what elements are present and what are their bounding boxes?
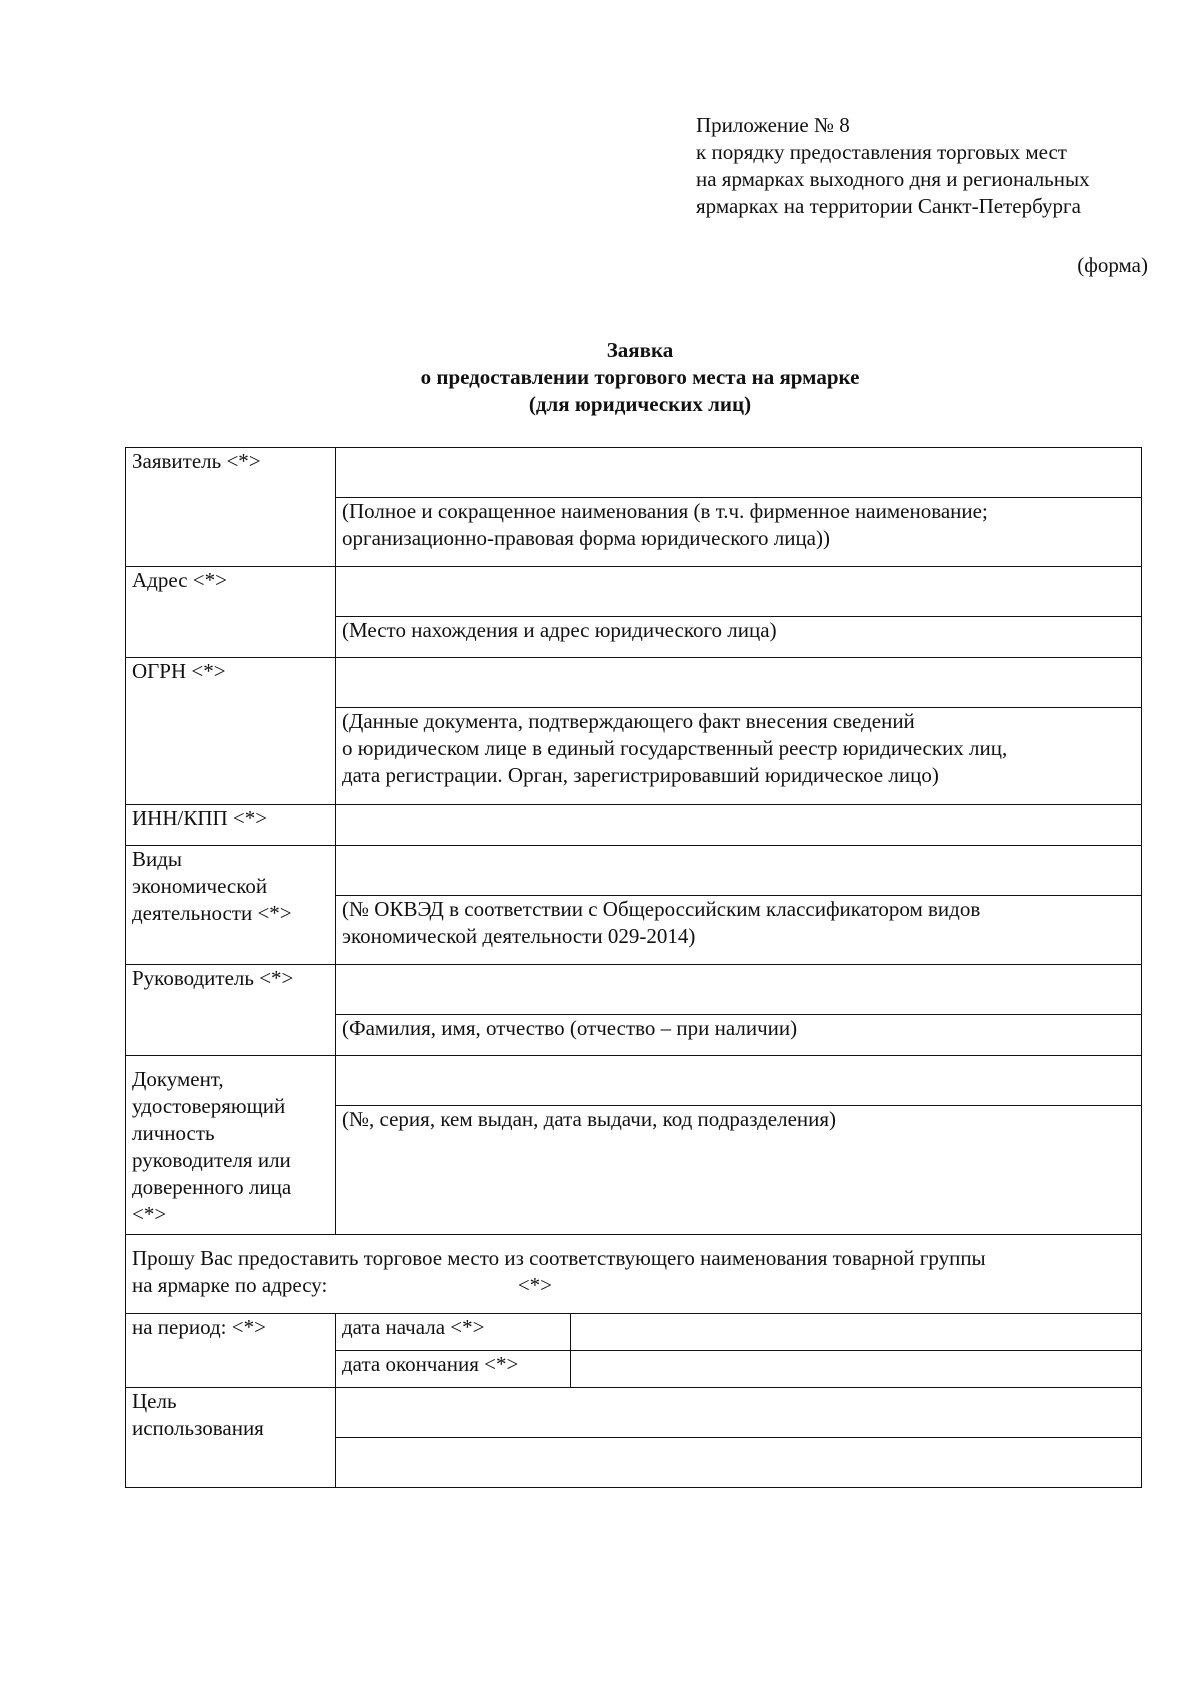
address-label-cell <box>126 567 336 658</box>
request-address-line <box>132 1272 1133 1299</box>
address-field[interactable] <box>336 567 1142 617</box>
applicant-hint-cell <box>336 498 1142 567</box>
purpose-label: использования <box>132 1416 264 1440</box>
title-line: о предоставлении торгового места на ярмарке <box>420 365 860 389</box>
applicant-field[interactable] <box>336 448 1142 498</box>
applicant-label-cell <box>126 448 336 567</box>
ogrn-field[interactable] <box>336 658 1142 708</box>
purpose-row <box>126 1388 1142 1438</box>
identity-label-cell <box>126 1056 336 1235</box>
period-row <box>126 1314 1142 1351</box>
activity-label: экономической <box>132 874 268 898</box>
period-label: на период: <*> <box>132 1315 266 1339</box>
head-label-cell <box>126 965 336 1056</box>
inn-label: ИНН/КПП <*> <box>132 806 268 830</box>
request-text: Прошу Вас предоставить торговое место из соответствующего наименования товарной группы <box>132 1246 986 1270</box>
identity-label: удостоверяющий <box>132 1094 286 1118</box>
identity-label: личность <box>132 1121 215 1145</box>
address-row <box>126 567 1142 617</box>
title-line: Заявка <box>606 338 674 362</box>
applicant-hint: организационно-правовая форма юридического лица)) <box>342 526 830 550</box>
appendix-line: ярмарках на территории Санкт-Петербурга <box>696 194 1081 218</box>
end-date-field[interactable] <box>571 1351 1142 1388</box>
end-date-label-cell <box>336 1351 571 1388</box>
applicant-row <box>126 448 1142 498</box>
identity-label: Документ, <box>132 1067 224 1091</box>
purpose-field[interactable] <box>336 1388 1142 1438</box>
purpose-label-cell <box>126 1388 336 1488</box>
head-row <box>126 965 1142 1015</box>
address-hint: (Место нахождения и адрес юридического лица) <box>342 618 777 642</box>
identity-label: <*> <box>132 1202 167 1226</box>
activity-label: Виды <box>132 847 183 871</box>
identity-hint-cell <box>336 1106 1142 1235</box>
start-date-label: дата начала <*> <box>342 1315 485 1339</box>
title-line: (для юридических лиц) <box>528 392 752 416</box>
start-date-field[interactable] <box>571 1314 1142 1351</box>
ogrn-hint: о юридическом лице в единый государственный реестр юридических лиц, <box>342 736 1008 760</box>
purpose-label: Цель <box>132 1389 177 1413</box>
start-date-label-cell <box>336 1314 571 1351</box>
inn-field[interactable] <box>336 805 1142 846</box>
ogrn-label-cell <box>126 658 336 805</box>
head-hint-cell <box>336 1015 1142 1056</box>
appendix-line: к порядку предоставления торговых мест <box>696 140 1067 164</box>
purpose-field-extra[interactable] <box>336 1438 1142 1488</box>
request-row <box>126 1235 1142 1314</box>
ogrn-row <box>126 658 1142 708</box>
request-address-label: на ярмарке по адресу: <box>132 1273 328 1297</box>
identity-label: руководителя или <box>132 1148 291 1172</box>
applicant-hint: (Полное и сокращенное наименования (в т.ч. фирменное наименование; <box>342 499 988 523</box>
activity-hint: (№ ОКВЭД в соответствии с Общероссийским классификатором видов <box>342 897 981 921</box>
inn-label-cell <box>126 805 336 846</box>
identity-label: доверенного лица <box>132 1175 292 1199</box>
end-date-label: дата окончания <*> <box>342 1352 519 1376</box>
request-cell <box>126 1235 1142 1314</box>
activity-label: деятельности <*> <box>132 901 292 925</box>
ogrn-hint: (Данные документа, подтверждающего факт внесения сведений <box>342 709 915 733</box>
appendix-header <box>696 112 1166 220</box>
identity-field[interactable] <box>336 1056 1142 1106</box>
appendix-number: Приложение № 8 <box>696 113 850 137</box>
ogrn-hint-cell <box>336 708 1142 805</box>
head-label: Руководитель <*> <box>132 966 294 990</box>
ogrn-hint: дата регистрации. Орган, зарегистрировавший юридическое лицо) <box>342 763 939 787</box>
address-hint-cell <box>336 617 1142 658</box>
activity-row <box>126 846 1142 896</box>
activity-field[interactable] <box>336 846 1142 896</box>
address-label: Адрес <*> <box>132 568 227 592</box>
head-hint: (Фамилия, имя, отчество (отчество – при наличии) <box>342 1016 798 1040</box>
inn-row <box>126 805 1142 846</box>
form-label: (форма) <box>1077 253 1148 277</box>
ogrn-label: ОГРН <*> <box>132 659 226 683</box>
activity-label-cell <box>126 846 336 965</box>
applicant-label: Заявитель <*> <box>132 449 261 473</box>
activity-hint: экономической деятельности 029-2014) <box>342 924 696 948</box>
activity-hint-cell <box>336 896 1142 965</box>
identity-hint: (№, серия, кем выдан, дата выдачи, код подразделения) <box>342 1107 837 1131</box>
appendix-line: на ярмарках выходного дня и региональных <box>696 167 1090 191</box>
document-title <box>300 337 980 418</box>
identity-row <box>126 1056 1142 1106</box>
application-form-table <box>125 447 1142 1488</box>
period-label-cell <box>126 1314 336 1388</box>
required-marker: <*> <box>517 1273 552 1297</box>
head-field[interactable] <box>336 965 1142 1015</box>
